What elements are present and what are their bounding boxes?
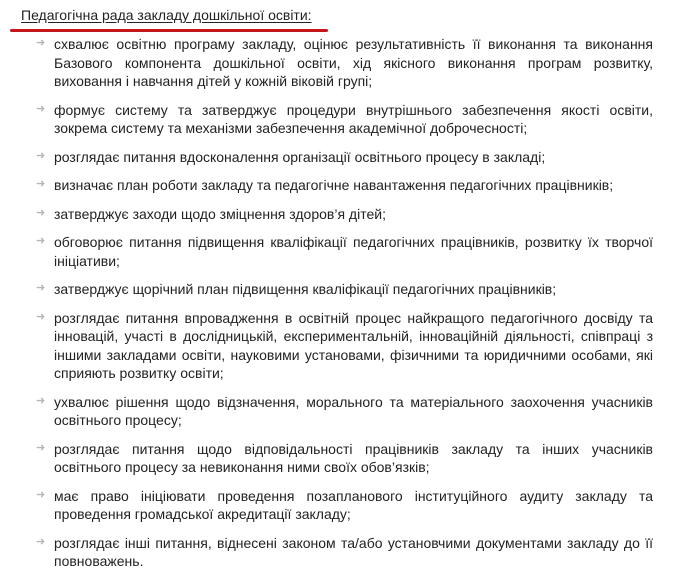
list-item	[36, 205, 653, 224]
heading-block	[10, 6, 340, 32]
list-item-text: схвалює освітню програму закладу, оцінює результативність її виконання та виконання Базового компонента дошкільної освіти, хід якісного виконання програм розвитку, виховання і навчання дітей у кожній віковій групі;	[54, 36, 653, 89]
list-item-text: обговорює питання підвищення кваліфікації педагогічних працівників, розвитку їх творчої ініціативи;	[54, 234, 653, 269]
list-item-text: має право ініціювати проведення позапланового інституційного аудиту закладу та проведення громадської акредитації закладу;	[54, 487, 653, 522]
arrow-right-icon: ➜	[36, 149, 46, 162]
list-item-text: затверджує щорічний план підвищення кваліфікації педагогічних працівників;	[54, 281, 557, 297]
list-item	[36, 176, 653, 195]
list-item	[36, 309, 653, 383]
arrow-right-icon: ➜	[36, 178, 46, 190]
arrow-right-icon: ➜	[36, 282, 46, 294]
list-item-text: затверджує заходи щодо зміцнення здоров’я дітей;	[54, 205, 386, 222]
powers-list	[36, 35, 653, 575]
arrow-right-icon: ➜	[36, 102, 46, 115]
list-item	[36, 534, 653, 571]
arrow-right-icon: ➜	[36, 206, 46, 219]
list-item	[36, 101, 653, 138]
arrow-right-icon: ➜	[36, 37, 46, 49]
list-item	[36, 280, 653, 299]
arrow-right-icon: ➜	[36, 488, 46, 501]
list-item	[36, 35, 653, 91]
arrow-right-icon: ➜	[36, 441, 46, 454]
list-item-text: розглядає питання щодо відповідальності працівників закладу та інших учасників освітнього процесу за невиконання ними своїх обов’язків;	[54, 440, 653, 475]
list-item-text: розглядає питання впровадження в освітній процес найкращого педагогічного досвіду та інновацій, участі в дослідницькій, експериментальній, інноваційній діяльності, співпраці з іншими закладами освіти, науковими установами, фізичними та юридичними особами, які сприяють розвитку освіти;	[54, 309, 653, 381]
arrow-right-icon: ➜	[36, 535, 46, 548]
list-item-text: розглядає інші питання, віднесені законом та/або установчими документами закладу до її повноважень.	[54, 534, 653, 569]
arrow-right-icon: ➜	[36, 394, 46, 407]
heading-underline-accent	[10, 29, 328, 32]
list-item	[36, 233, 653, 270]
list-item	[36, 487, 653, 524]
list-item-text: ухвалює рішення щодо відзначення, морального та матеріального заохочення учасників освітнього процесу;	[54, 393, 653, 428]
list-item	[36, 393, 653, 430]
list-item	[36, 440, 653, 477]
list-item-text: визначає план роботи закладу та педагогічне навантаження педагогічних працівників;	[54, 177, 614, 193]
list-item	[36, 148, 653, 167]
page-heading: Педагогічна рада закладу дошкільної освіти:	[21, 7, 312, 23]
list-item-text: розглядає питання вдосконалення організації освітнього процесу в закладі;	[54, 148, 546, 165]
list-item-text: формує систему та затверджує процедури внутрішнього забезпечення якості освіти, зокрема систему та механізми забезпечення академічної доброчесності;	[54, 101, 653, 136]
arrow-right-icon: ➜	[36, 310, 46, 323]
arrow-right-icon: ➜	[36, 235, 46, 247]
